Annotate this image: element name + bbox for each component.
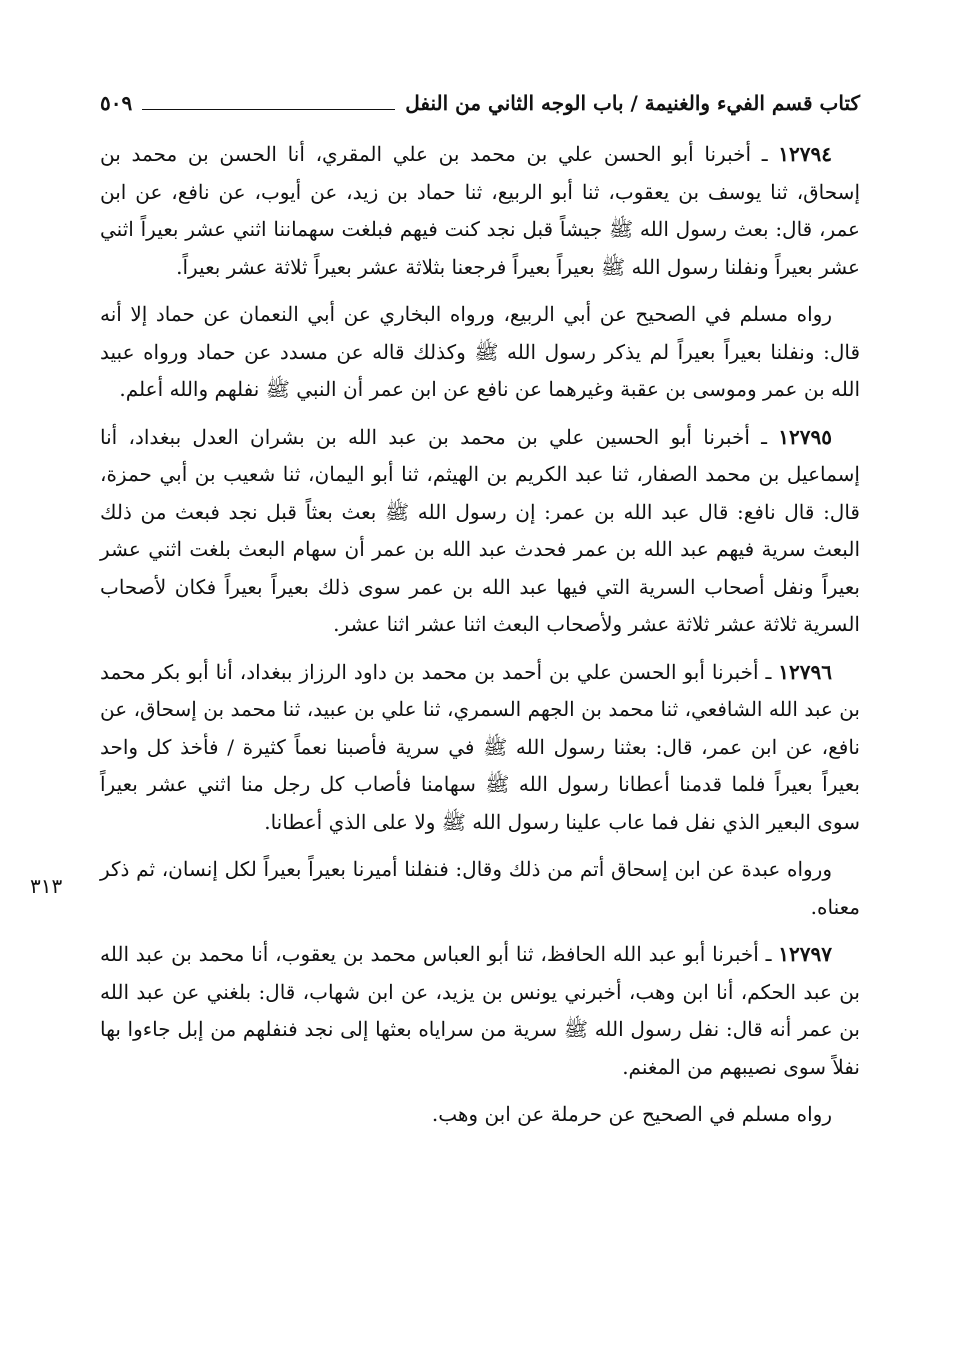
paragraph-text: ـ أخبرنا أبو الحسين علي بن محمد بن عبد الله بن بشران العدل ببغداد، أنا إسماعيل بن محمد الصفار، ثنا عبد الكريم بن الهيثم، ثنا أبو اليمان، ثنا شعيب بن أبي حمزة، قال: قال نافع: قال عبد الله بن عمر: إن رسول الله ﷺ بعث بعثاً قبل نجد فبعث من ذلك البعث سرية فيهم عبد الله بن عمر فحدث عبد الله بن عمر أن سهام البعث بلغت اثني عشر بعيراً ونفل أصحاب السرية التي فيها عبد الله بن عمر سوى ذلك بعيراً بعيراً فكان لأصحاب السرية ثلاثة عشر ثلاثة عشر ولأصحاب البعث اثنا عشر اثنا عشر.: [100, 424, 860, 636]
header-title: كتاب قسم الفيء والغنيمة / باب الوجه الثاني من النفل: [405, 91, 860, 115]
hadith-paragraph: [100, 654, 860, 842]
header-rule: [142, 109, 395, 110]
paragraph-text: ـ أخبرنا أبو عبد الله الحافظ، ثنا أبو العباس محمد بن يعقوب، أنا محمد بن عبد الله بن عبد الحكم، أنا ابن وهب، أخبرني يونس بن يزيد، عن ابن شهاب، قال: بلغني عن عبد الله بن عمر أنه قال: نفل رسول الله ﷺ سرية من سراياه بعثها إلى نجد فنفلهم من إبل جاءوا بها نفلاً سوى نصيبهم من المغنم.: [100, 942, 860, 1079]
paragraph-text: ـ أخبرنا أبو الحسن علي بن محمد بن علي المقري، أنا الحسن بن محمد بن إسحاق، ثنا يوسف بن يعقوب، ثنا أبو الربيع، ثنا حماد بن زيد، عن أيوب، عن نافع، عن ابن عمر، قال: بعث رسول الله ﷺ جيشاً قبل نجد كنت فيهم فبلغت سهماننا اثني عشر بعيراً اثني عشر بعيراً ونفلنا رسول الله ﷺ بعيراً بعيراً فرجعنا بثلاثة عشر بعيراً ثلاثة عشر بعيراً.: [100, 142, 860, 279]
commentary-paragraph: [100, 1096, 860, 1134]
running-header: [100, 86, 860, 120]
hadith-number: ١٢٧٩٧: [778, 942, 832, 966]
commentary-paragraph: [100, 851, 860, 926]
page-number: ٥٠٩: [100, 91, 133, 115]
hadith-number: ١٢٧٩٤: [778, 142, 832, 166]
hadith-number: ١٢٧٩٦: [778, 659, 832, 684]
margin-manuscript-page-number: ٣١٣: [30, 874, 63, 898]
paragraph-text: ـ أخبرنا أبو الحسن علي بن أحمد بن محمد بن داود الرزاز ببغداد، أنا أبو بكر محمد بن عبد الله الشافعي، ثنا محمد بن الجهم السمري، ثنا علي بن عبيد، ثنا محمد بن إسحاق، عن نافع، عن ابن عمر، قال: بعثنا رسول الله ﷺ في سرية فأصبنا نعماً كثيرة / فأخذ كل واحد بعيراً بعيراً فلما قدمنا أعطانا رسول الله ﷺ سهامنا فأصاب كل رجل منا اثني عشر بعيراً سوى البعير الذي نفل فما عاب علينا رسول الله ﷺ ولا على الذي أعطانا.: [100, 659, 860, 834]
paragraph-text: رواه مسلم في الصحيح عن أبي الربيع، ورواه البخاري عن أبي النعمان عن حماد إلا أنه قال: ونفلنا بعيراً بعيراً لم يذكر رسول الله ﷺ وكذلك قاله عن مسدد عن حماد ورواه عبيد الله بن عمر وموسى بن عقبة وغيرهما عن نافع عن ابن عمر أن النبي ﷺ نفلهم والله أعلم.: [100, 302, 860, 401]
hadith-paragraph: [100, 419, 860, 644]
hadith-paragraph: [100, 936, 860, 1086]
document-body: [100, 136, 860, 1144]
hadith-paragraph: [100, 136, 860, 286]
commentary-paragraph: [100, 296, 860, 409]
hadith-number: ١٢٧٩٥: [778, 424, 832, 449]
paragraph-text: ورواه عبدة عن ابن إسحاق أتم من ذلك وقال: فنفلنا أميرنا بعيراً بعيراً لكل إنسان، ثم ذكر معناه.: [100, 857, 860, 919]
paragraph-text: رواه مسلم في الصحيح عن حرملة عن ابن وهب.: [431, 1102, 832, 1126]
